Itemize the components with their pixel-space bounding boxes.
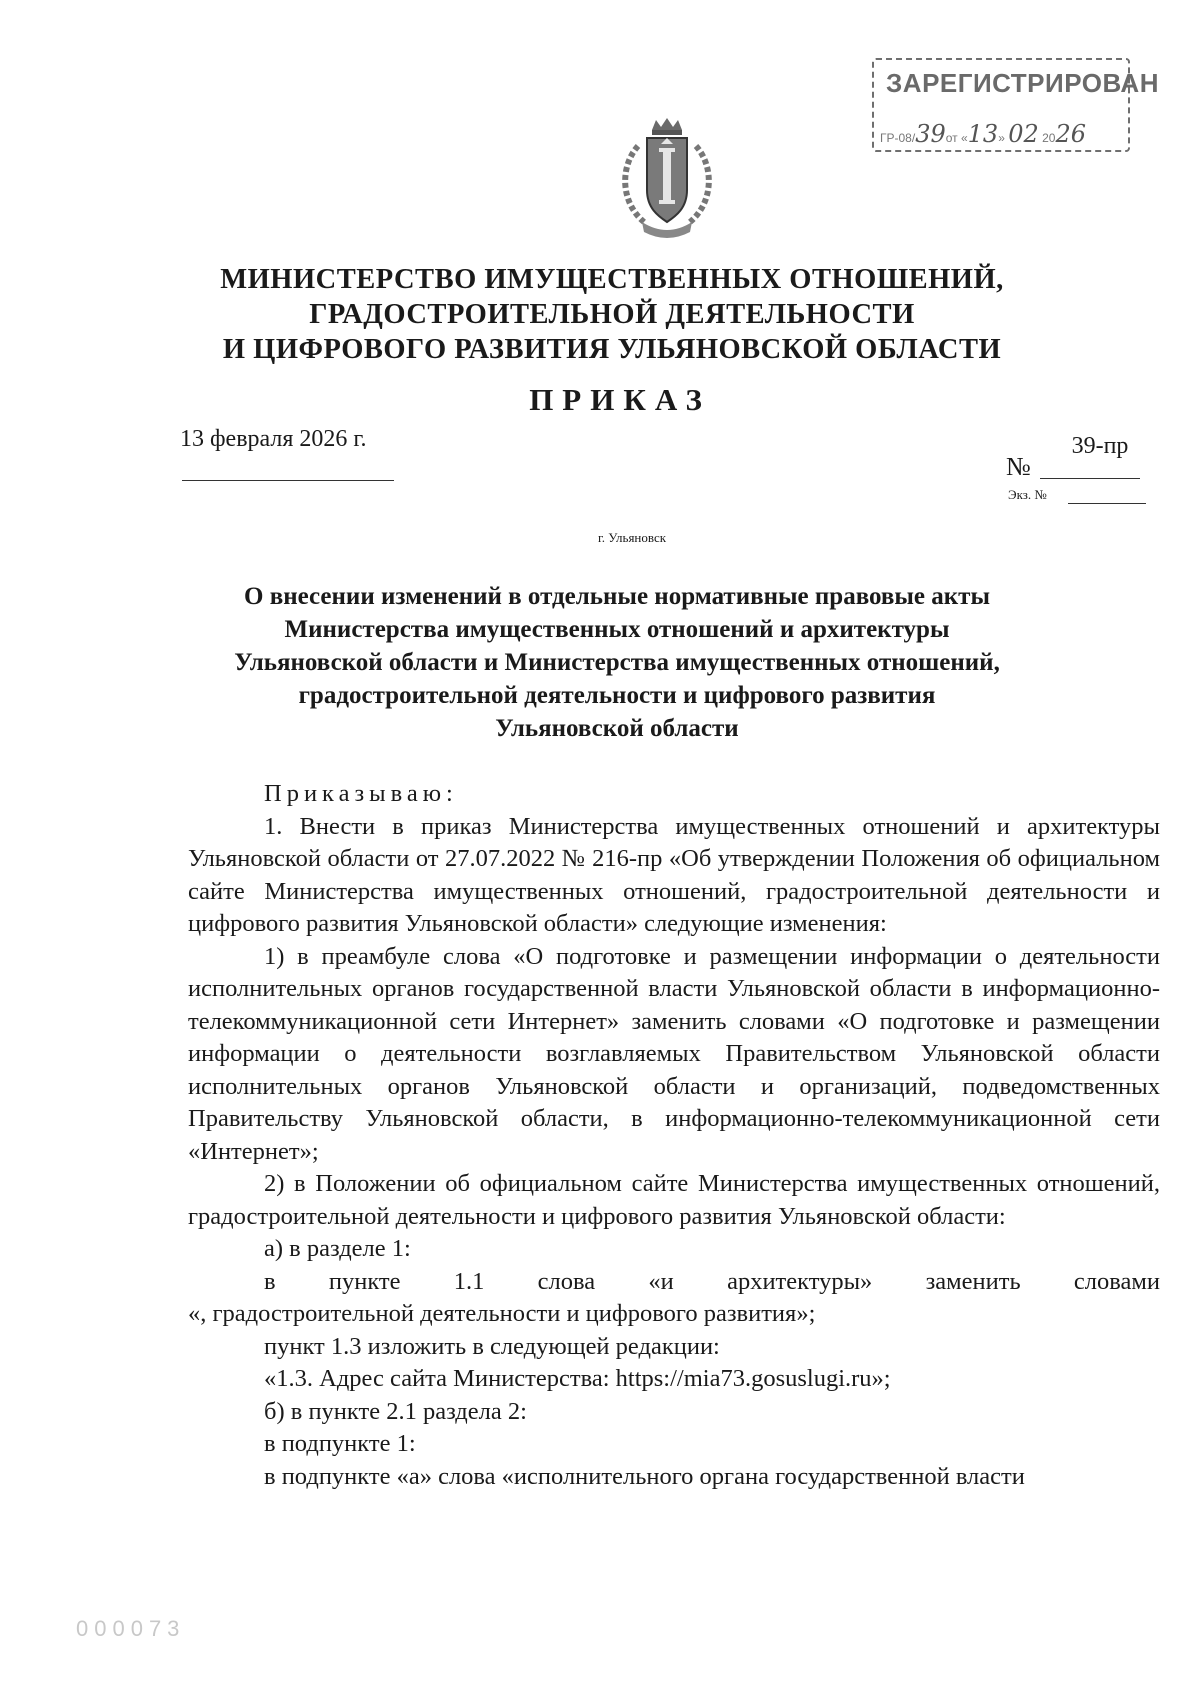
- ministry-line-2: ГРАДОСТРОИТЕЛЬНОЙ ДЕЯТЕЛЬНОСТИ: [309, 299, 915, 330]
- paragraph-b: б) в пункте 2.1 раздела 2:: [264, 1397, 527, 1425]
- number-underline: [1040, 478, 1140, 479]
- stamp-year: 26: [1055, 120, 1087, 148]
- intro: Приказываю:: [264, 780, 458, 807]
- document-type: ПРИКАЗ: [529, 382, 711, 417]
- order-subject: [180, 580, 1054, 745]
- paragraph-1-2: 2) в Положении об официальном сайте Министерства имущественных отношений, градостроительной деятельности и цифрового развития Ульяновской области:: [188, 1170, 1160, 1230]
- subject-line-5: Ульяновской области: [495, 715, 739, 742]
- date-underline: [182, 480, 394, 481]
- ministry-line-1: МИНИСТЕРСТВО ИМУЩЕСТВЕННЫХ ОТНОШЕНИЙ,: [220, 264, 1004, 295]
- subject-line-2: Министерства имущественных отношений и архитектуры: [284, 616, 950, 643]
- coat-of-arms-icon: [614, 116, 720, 242]
- stamp-reg-number: 39: [915, 120, 946, 148]
- stamp-year-prefix: 20: [1042, 131, 1056, 145]
- paragraph-a1-line2: «, градостроительной деятельности и цифрового развития»;: [188, 1300, 816, 1327]
- stamp-registration-line: [880, 120, 1120, 148]
- ministry-heading: [180, 262, 1044, 367]
- subject-line-1: О внесении изменений в отдельные нормативные правовые акты: [244, 583, 990, 610]
- stamp-month: 02: [1008, 120, 1039, 148]
- stamp-title: ЗАРЕГИСТРИРОВАН: [886, 68, 1159, 98]
- subject-line-4: градостроительной деятельности и цифрового развития: [298, 682, 936, 709]
- paragraph-1-1: 1) в преамбуле слова «О подготовке и размещении информации о деятельности исполнительных органов государственной власти Ульяновской области в информационно-телекоммуникационной сети Интернет» заменить словами «О подготовке и размещении информации о деятельности возглавляемых Правительством Ульяновской области исполнительных органов Ульяновской области и организаций, подведомственных Правительству Ульяновской области, в информационно-телекоммуникационной сети «Интернет»;: [188, 942, 1160, 1165]
- stamp-close-quote: »: [998, 131, 1005, 145]
- paragraph-a2: пункт 1.3 изложить в следующей редакции:: [264, 1332, 720, 1360]
- paragraph-b1: в подпункте 1:: [264, 1430, 416, 1457]
- order-date: 13 февраля 2026 г.: [180, 426, 367, 452]
- paragraph-a: а) в разделе 1:: [264, 1235, 411, 1262]
- paragraph-1: 1. Внести в приказ Министерства имущественных отношений и архитектуры Ульяновской области от 27.07.2022 № 216-пр «Об утверждении Положения об официальном сайте Министерства имущественных отношений, градостроительной деятельности и цифрового развития Ульяновской области» следующие изменения:: [188, 812, 1160, 937]
- order-number: 39-пр: [1071, 433, 1129, 459]
- number-sign: №: [1006, 452, 1031, 481]
- copy-number-label: Экз. №: [1008, 487, 1047, 502]
- stamp-day: 13: [967, 120, 999, 148]
- copy-number-underline: [1068, 503, 1146, 504]
- stamp-reg-prefix: ГР-08/: [880, 131, 916, 145]
- order-body: [188, 778, 1160, 1493]
- paragraph-b2: в подпункте «а» слова «исполнительного органа государственной власти: [264, 1462, 1025, 1490]
- stamp-from-label: от «: [945, 131, 968, 145]
- city: г. Ульяновск: [597, 530, 667, 545]
- subject-line-3: Ульяновской области и Министерства имущественных отношений,: [234, 649, 1000, 676]
- paragraph-a1-line1: в пункте 1.1 слова «и архитектуры» заменить словами: [264, 1267, 1160, 1295]
- paragraph-a3: «1.3. Адрес сайта Министерства: https://mia73.gosuslugi.ru»;: [264, 1365, 891, 1392]
- scan-page-mark: 000073: [76, 1616, 186, 1641]
- registration-stamp: [872, 58, 1159, 152]
- ministry-line-3: И ЦИФРОВОГО РАЗВИТИЯ УЛЬЯНОВСКОЙ ОБЛАСТИ: [222, 334, 1002, 365]
